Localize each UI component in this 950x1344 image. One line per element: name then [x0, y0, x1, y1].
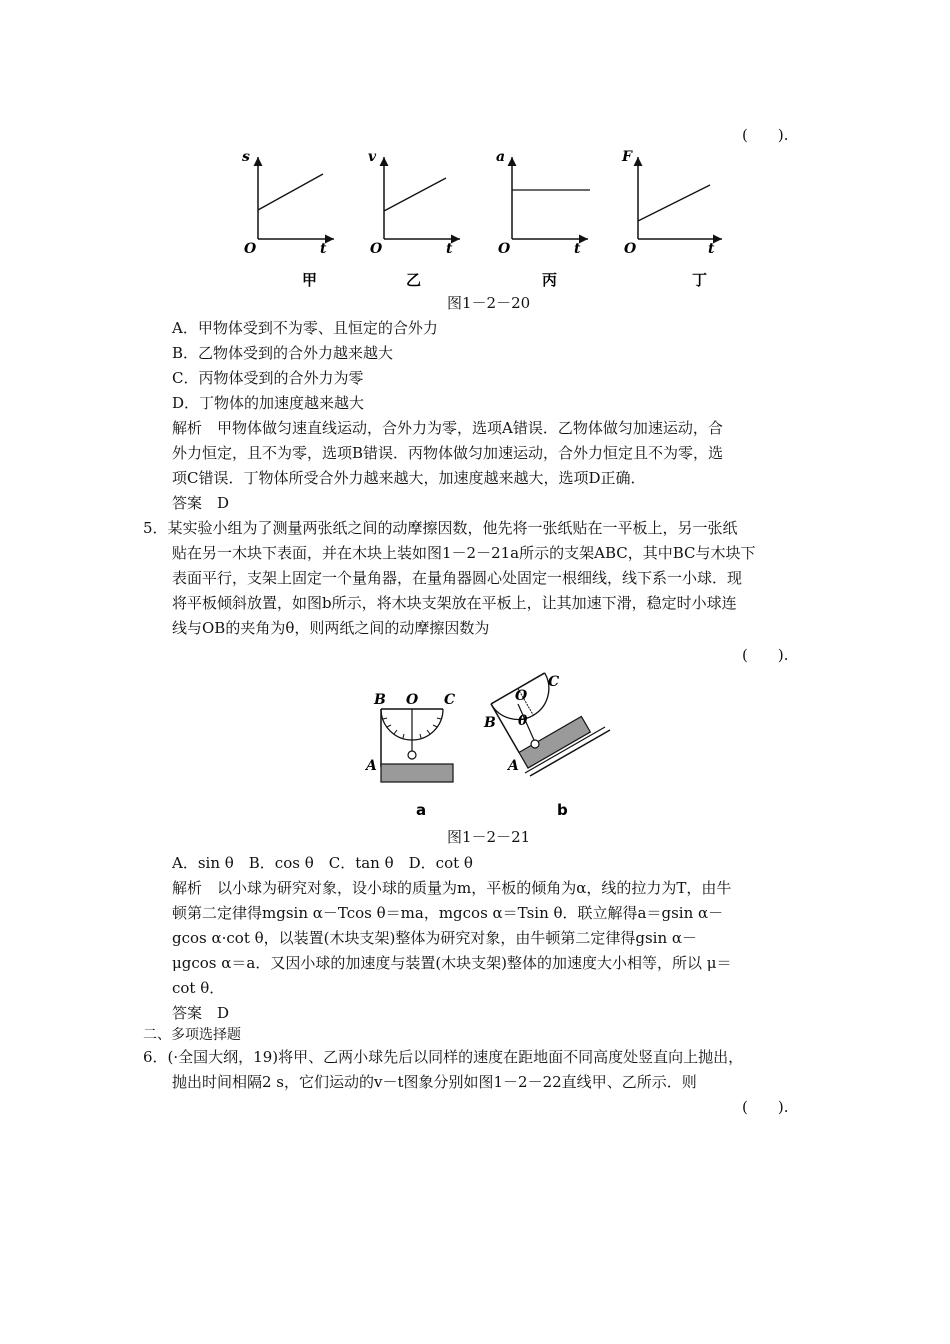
q5-answer: 答案 D [172, 1004, 230, 1022]
bing-name: 丙 [542, 271, 558, 289]
ball-b [531, 740, 539, 748]
fig-a-label-c: C [444, 692, 456, 708]
jia-plot-line [258, 174, 323, 210]
q6-answer-paren: ( ). [742, 1098, 789, 1116]
yi-x-label: t [446, 241, 453, 257]
section-heading-multiple-choice: 二、多项选择题 [143, 1027, 241, 1043]
figure-1-2-20-caption: 图1－2－20 [447, 294, 531, 312]
bing-y-label: a [496, 149, 506, 165]
tilted-assembly [491, 672, 590, 768]
jia-x-label: t [320, 241, 327, 257]
q6-stem-line-1: 6．(·全国大纲，19)将甲、乙两小球先后以同样的速度在距地面不同高度处竖直向上抛出， [143, 1048, 744, 1066]
q4-answer: 答案 D [172, 494, 230, 512]
fig-a-label-b: B [374, 692, 386, 708]
fig-b-label-a: A [508, 758, 519, 774]
q5-analysis-line-4: μgcos α＝a．又因小球的加速度与装置(木块支架)整体的加速度大小相等，所以 μ＝ [172, 954, 732, 972]
graph-jia [242, 149, 334, 289]
q4-option-b: B．乙物体受到的合外力越来越大 [172, 344, 394, 362]
yi-origin: O [370, 241, 383, 257]
bing-x-label: t [574, 241, 581, 257]
q5-analysis-line-3: gcos α·cot θ，以装置(木块支架)整体为研究对象，由牛顿第二定律得gsin α－ [172, 929, 698, 947]
fig-b-label-o: O [515, 688, 528, 704]
q5-analysis-line-5: cot θ． [172, 979, 225, 997]
q5-analysis-line-1: 解析 以小球为研究对象，设小球的质量为m，平板的倾角为α，线的拉力为T，由牛 [172, 879, 732, 897]
q5-stem-line-2: 贴在另一木块下表面，并在木块上装如图1－2－21a所示的支架ABC，其中BC与木块下 [172, 544, 756, 562]
jia-name: 甲 [302, 271, 318, 289]
figure-1-2-21 [360, 672, 620, 822]
graph-ding [621, 149, 722, 289]
fig-b-label-b: B [484, 715, 496, 731]
yi-name: 乙 [406, 271, 422, 289]
yi-plot-line [384, 178, 446, 211]
q5-analysis-line-2: 顿第二定律得mgsin α－Tcos θ＝ma，mgcos α＝Tsin θ．联立解得a＝gsin α－ [172, 904, 724, 922]
ball-a [408, 751, 416, 759]
figure-a [364, 692, 455, 819]
figure-b [483, 672, 610, 819]
fig-b-label-theta: θ [518, 713, 528, 729]
ding-name: 丁 [692, 271, 708, 289]
jia-origin: O [244, 241, 257, 257]
q5-stem-line-3: 表面平行，支架上固定一个量角器，在量角器圆心处固定一根细线，线下系一小球．现 [172, 569, 743, 587]
q5-options: A．sin θ B．cos θ C．tan θ D．cot θ [172, 854, 473, 872]
q4-option-d: D．丁物体的加速度越来越大 [172, 394, 365, 412]
fig-a-name: a [416, 801, 427, 819]
q4-option-a: A．甲物体受到不为零、且恒定的合外力 [172, 319, 438, 337]
q4-answer-paren: ( ). [742, 126, 789, 144]
q5-answer-paren: ( ). [742, 646, 789, 664]
q4-option-c: C．丙物体受到的合外力为零 [172, 369, 364, 387]
ding-y-label: F [622, 149, 632, 165]
q5-stem-line-1: 5．某实验小组为了测量两张纸之间的动摩擦因数，他先将一张纸贴在一平板上，另一张纸 [143, 519, 738, 537]
ding-origin: O [624, 241, 637, 257]
graph-bing [496, 149, 590, 289]
q5-stem-line-5: 线与OB的夹角为θ，则两纸之间的动摩擦因数为 [172, 619, 490, 637]
q5-stem-line-4: 将平板倾斜放置，如图b所示，将木块支架放在平板上，让其加速下滑，稳定时小球连 [172, 594, 737, 612]
q4-analysis-line-1: 解析 甲物体做匀速直线运动，合外力为零，选项A错误．乙物体做匀加速运动，合 [172, 419, 723, 437]
figure-1-2-20 [230, 145, 750, 295]
fig-b-name: b [557, 801, 568, 819]
fig-b-label-c: C [548, 674, 560, 690]
yi-y-label: v [368, 149, 377, 165]
bing-origin: O [498, 241, 511, 257]
ding-plot-line [638, 185, 710, 221]
jia-y-label: s [242, 149, 250, 165]
figure-1-2-21-caption: 图1－2－21 [447, 828, 531, 846]
q4-analysis-line-2: 外力恒定，且不为零，选项B错误．丙物体做匀加速运动，合外力恒定且不为零，选 [172, 444, 724, 462]
block-a [381, 764, 453, 782]
ding-x-label: t [708, 241, 715, 257]
fig-a-label-a: A [366, 758, 377, 774]
graph-yi [368, 149, 460, 289]
q6-stem-line-2: 抛出时间相隔2 s，它们运动的v－t图象分别如图1－2－22直线甲、乙所示．则 [172, 1073, 697, 1091]
q4-analysis-line-3: 项C错误．丁物体所受合外力越来越大，加速度越来越大，选项D正确． [172, 469, 646, 487]
fig-a-label-o: O [406, 692, 419, 708]
